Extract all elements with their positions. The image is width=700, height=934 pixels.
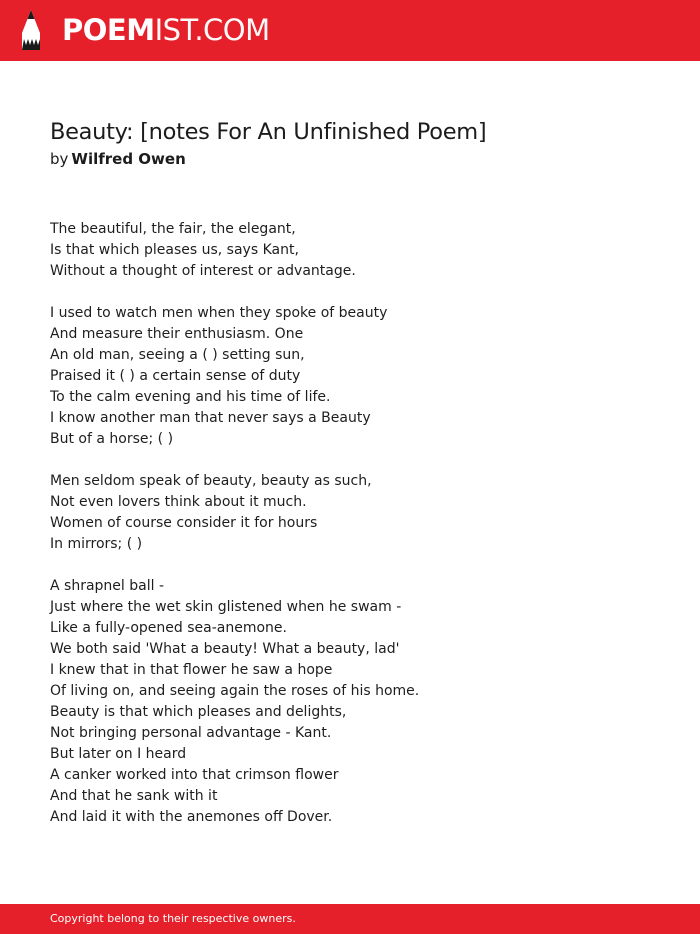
stanza-1 — [50, 219, 419, 282]
poem-line: To the calm evening and his time of life. — [50, 389, 331, 405]
poem-line: Of living on, and seeing again the roses of his home. — [50, 683, 420, 699]
by-label: by — [50, 150, 69, 168]
poem-line: Men seldom speak of beauty, beauty as such, — [50, 473, 372, 489]
site-header — [0, 0, 700, 61]
pencil-tip-icon — [18, 9, 44, 51]
poem-line: And measure their enthusiasm. One — [50, 326, 304, 342]
poem-line: Not even lovers think about it much. — [50, 494, 307, 510]
poem-line: But later on I heard — [50, 746, 187, 762]
poem-line: A shrapnel ball - — [50, 578, 164, 594]
poem-line: I knew that in that flower he saw a hope — [50, 662, 333, 678]
poem-line: But of a horse; ( ) — [50, 431, 174, 447]
poem-line: We both said 'What a beauty! What a beauty, lad' — [50, 641, 400, 657]
site-footer — [0, 904, 700, 934]
poem-line: And laid it with the anemones off Dover. — [50, 809, 333, 825]
poem-line: Like a fully-opened sea-anemone. — [50, 620, 287, 636]
poem-body — [50, 219, 419, 828]
poem-line: Without a thought of interest or advantage. — [50, 263, 356, 279]
poem-line: Not bringing personal advantage - Kant. — [50, 725, 332, 741]
copyright-text: Copyright belong to their respective owners. — [50, 912, 296, 925]
poem-line: The beautiful, the fair, the elegant, — [50, 221, 296, 237]
poem-line: Beauty is that which pleases and delights, — [50, 704, 347, 720]
byline — [50, 149, 186, 169]
poem-line: In mirrors; ( ) — [50, 536, 143, 552]
poem-line: Praised it ( ) a certain sense of duty — [50, 368, 301, 384]
poem-line: Just where the wet skin glistened when he swam - — [50, 599, 402, 615]
logo-bold-text: POEM — [62, 13, 155, 47]
poem-line: I used to watch men when they spoke of beauty — [50, 305, 388, 321]
poem-line: Women of course consider it for hours — [50, 515, 318, 531]
poem-line: An old man, seeing a ( ) setting sun, — [50, 347, 305, 363]
poem-line: Is that which pleases us, says Kant, — [50, 242, 299, 258]
poem-line: And that he sank with it — [50, 788, 218, 804]
stanza-3 — [50, 471, 419, 555]
stanza-4 — [50, 576, 419, 828]
poem-title: Beauty: [notes For An Unfinished Poem] — [50, 119, 487, 145]
logo-wordmark — [62, 10, 270, 50]
stanza-2 — [50, 303, 419, 450]
author-name[interactable]: Wilfred Owen — [71, 150, 186, 168]
poem-line: I know another man that never says a Beauty — [50, 410, 371, 426]
poem-line: A canker worked into that crimson flower — [50, 767, 339, 783]
logo-light-text: IST.COM — [154, 13, 270, 47]
